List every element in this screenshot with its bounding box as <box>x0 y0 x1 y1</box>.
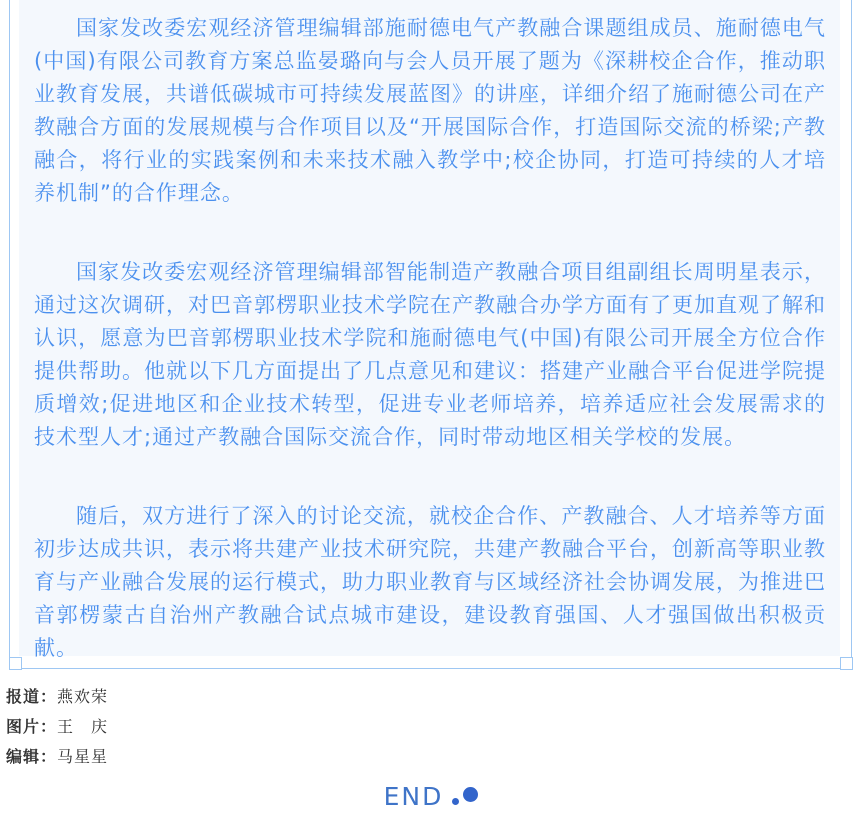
credit-label: 图片： <box>6 717 58 736</box>
article-paragraph-1: 国家发改委宏观经济管理编辑部施耐德电气产教融合课题组成员、施耐德电气(中国)有限公司教育方案总监晏璐向与会人员开展了题为《深耕校企合作，推动职业教育发展，共谱低碳城市可持续发展蓝图》的讲座，详细介绍了施耐德公司在产教融合方面的发展规模与合作项目以及“开展国际合作，打造国际交流的桥梁;产教融合，将行业的实践案例和未来技术融入教学中;校企协同，打造可持续的人才培养机制”的合作理念。 <box>34 16 826 205</box>
end-dot-large-icon <box>463 787 478 802</box>
article-panel <box>19 0 840 660</box>
end-dot-small-icon <box>452 798 459 805</box>
credit-line-photo <box>6 712 108 742</box>
article-paragraph-2: 国家发改委宏观经济管理编辑部智能制造产教融合项目组副组长周明星表示，通过这次调研，对巴音郭楞职业技术学院在产教融合办学方面有了更加直观了解和认识，愿意为巴音郭楞职业技术学院和施耐德电气(中国)有限公司开展全方位合作提供帮助。他就以下几方面提出了几点意见和建议：搭建产业融合平台促进学院提质增效;促进地区和企业技术转型，促进专业老师培养，培养适应社会发展需求的技术型人才;通过产教融合国际交流合作，同时带动地区相关学校的发展。 <box>34 260 826 449</box>
credit-line-editor <box>6 742 108 772</box>
end-label: END <box>383 782 444 811</box>
end-mark <box>0 780 862 814</box>
credit-name: 燕欢荣 <box>57 687 109 706</box>
credit-label: 编辑： <box>6 747 58 766</box>
article-body <box>19 0 840 665</box>
credit-line-report <box>6 682 108 712</box>
credit-name: 王 庆 <box>57 717 109 736</box>
frame-corner-bottom-right <box>840 657 853 670</box>
credit-name: 马星星 <box>57 747 109 766</box>
credits-block <box>6 682 108 772</box>
article-paragraph-3: 随后，双方进行了深入的讨论交流，就校企合作、产教融合、人才培养等方面初步达成共识，表示将共建产业技术研究院，共建产教融合平台，创新高等职业教育与产业融合发展的运行模式，助力职业教育与区域经济社会协调发展，为推进巴音郭楞蒙古自治州产教融合试点城市建设，建设教育强国、人才强国做出积极贡献。 <box>34 504 826 660</box>
credit-label: 报道： <box>6 687 58 706</box>
